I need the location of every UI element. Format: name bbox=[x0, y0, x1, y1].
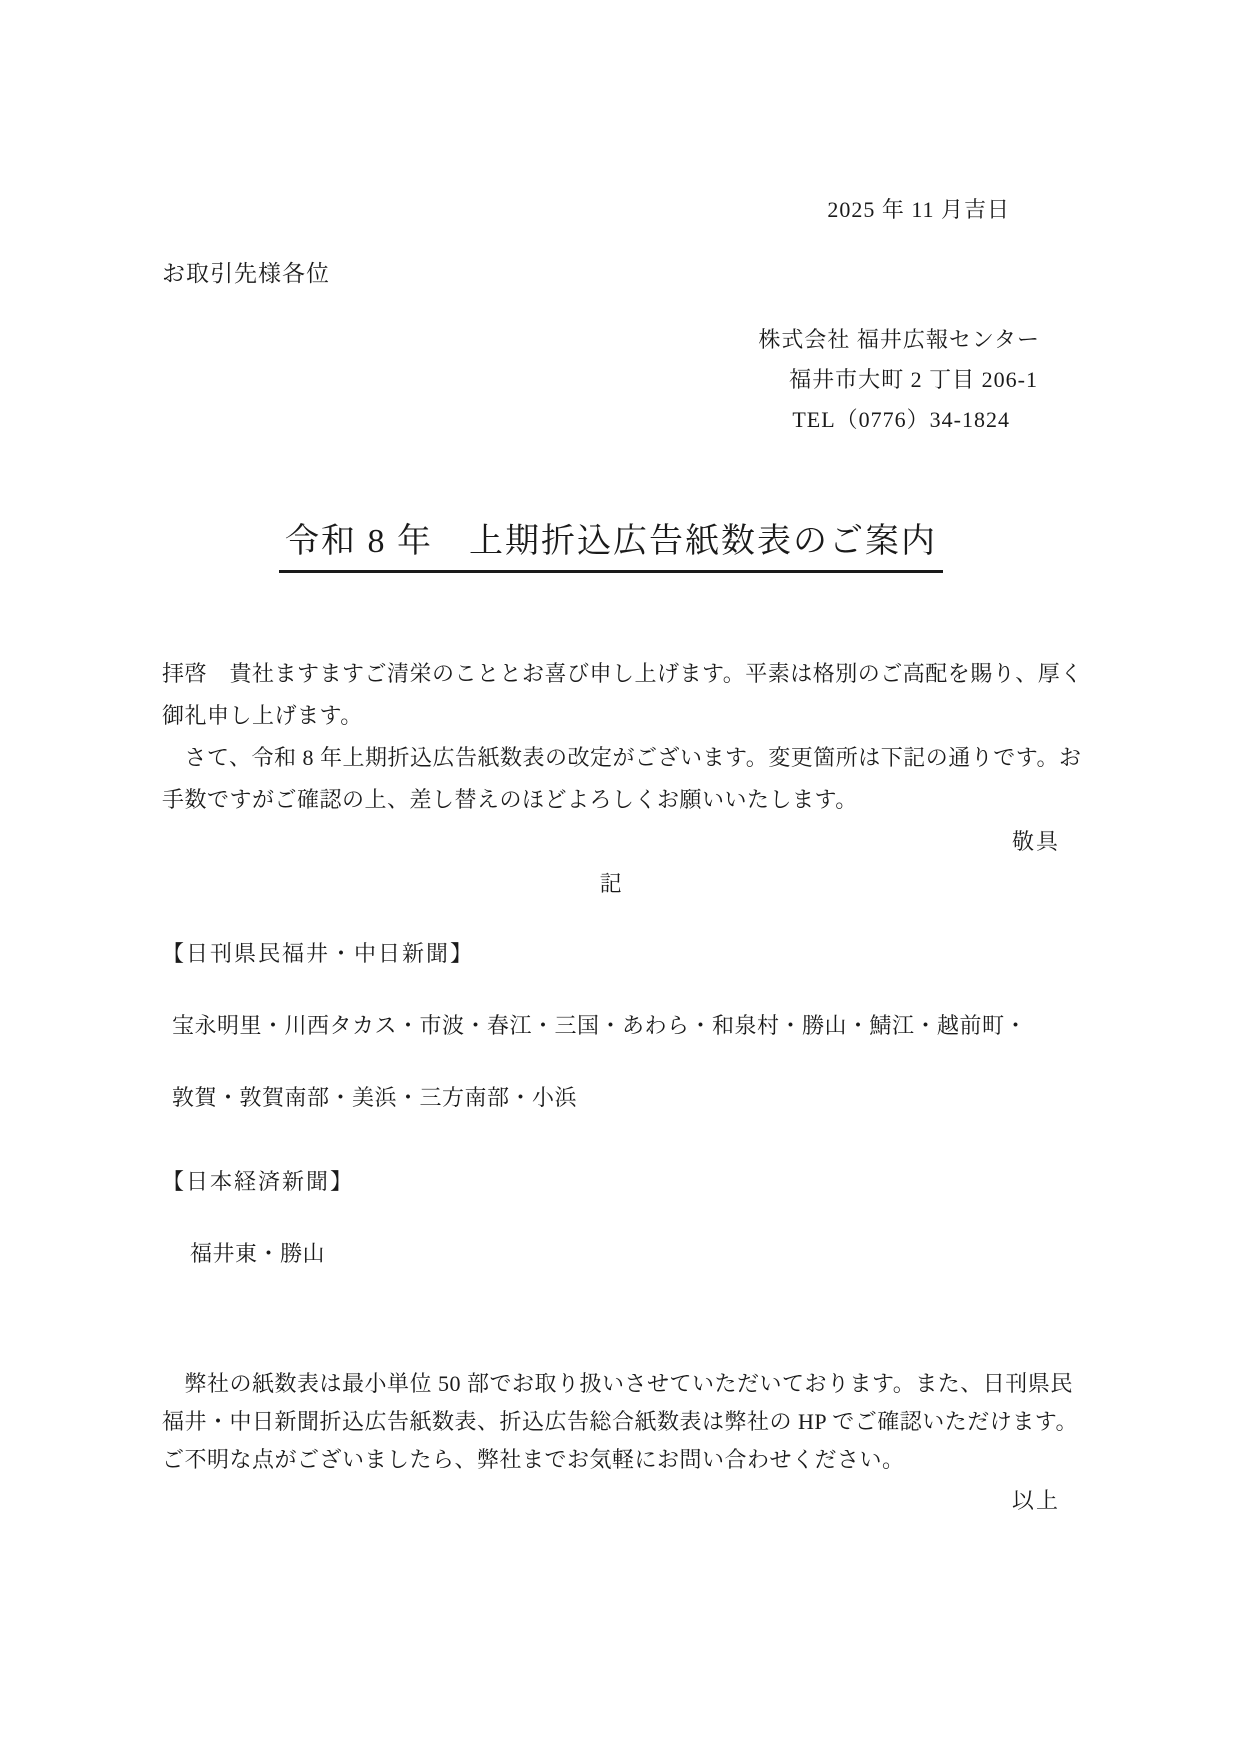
section-nikkan bbox=[162, 933, 1060, 1119]
list-item: 敦賀・敦賀南部・美浜・三方南部・小浜 bbox=[172, 1085, 578, 1110]
footer-line: 福井・中日新聞折込広告紙数表、折込広告総合紙数表は弊社の HP でご確認いただけます。 bbox=[162, 1409, 1079, 1434]
document-title: 令和 8 年 上期折込広告紙数表のご案内 bbox=[279, 520, 943, 573]
body-line: 御礼申し上げます。 bbox=[162, 703, 363, 728]
footer-line: 弊社の紙数表は最小単位 50 部でお取り扱いさせていただいております。また、日刊県民 bbox=[162, 1371, 1073, 1396]
section-nikkei bbox=[162, 1161, 1060, 1275]
sender-tel: TEL（0776）34-1824 bbox=[792, 407, 1010, 432]
sender-block bbox=[162, 320, 1060, 440]
body-line: 手数ですがご確認の上、差し替えのほどよろしくお願いいたします。 bbox=[162, 787, 858, 812]
section-header: 【日刊県民福井・中日新聞】 bbox=[162, 941, 475, 966]
notice-marker: 記 bbox=[599, 871, 623, 896]
body-paragraphs bbox=[162, 653, 1083, 905]
body-line: さて、令和 8 年上期折込広告紙数表の改定がございます。変更箇所は下記の通りです。お bbox=[162, 745, 1082, 770]
list-item: 福井東・勝山 bbox=[190, 1241, 326, 1266]
date: 2025 年 11 月吉日 bbox=[827, 197, 1010, 222]
footer-line: ご不明な点がございましたら、弊社までお気軽にお問い合わせください。 bbox=[162, 1447, 905, 1472]
closing-keigu: 敬具 bbox=[1011, 829, 1060, 854]
body-line: 拝啓 貴社ますますご清栄のこととお喜び申し上げます。平素は格別のご高配を賜り、厚く bbox=[162, 661, 1083, 686]
recipient: お取引先様各位 bbox=[162, 261, 330, 286]
section-header: 【日本経済新聞】 bbox=[162, 1169, 355, 1194]
sender-address: 福井市大町 2 丁目 206-1 bbox=[789, 367, 1038, 392]
list-item: 宝永明里・川西タカス・市波・春江・三国・あわら・和泉村・勝山・鯖江・越前町・ bbox=[172, 1013, 1028, 1038]
title-wrap bbox=[162, 520, 1060, 573]
footer-paragraph bbox=[162, 1365, 1079, 1521]
sender-company: 株式会社 福井広報センター bbox=[758, 327, 1040, 352]
closing-ijou: 以上 bbox=[1011, 1488, 1060, 1513]
